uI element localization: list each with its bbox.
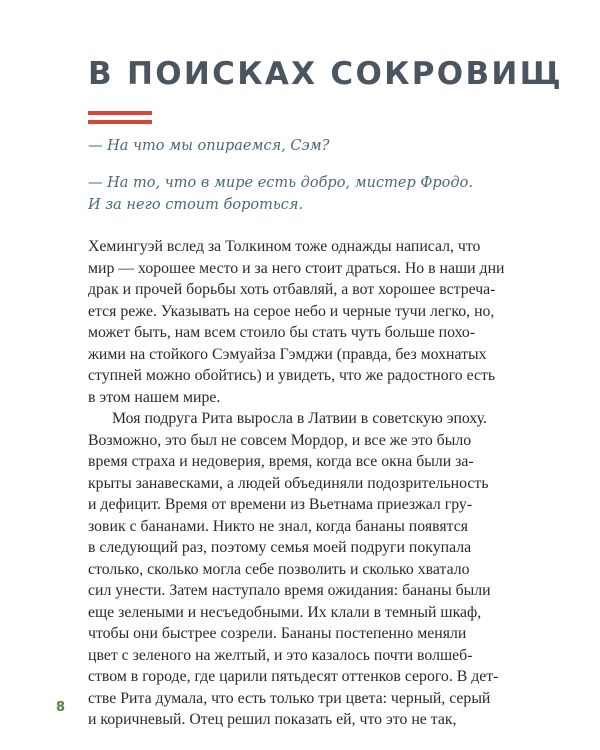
text-line: Возможно, это был не совсем Мордор, и все же это было xyxy=(88,431,472,449)
text-line: ступней можно обойтись) и увидеть, что же радостного есть xyxy=(88,367,496,384)
text-line: время страха и недоверия, время, когда все окна были за- xyxy=(88,453,474,470)
text-line: и дефицит. Время от времени из Вьетнама приезжал гру- xyxy=(88,496,473,513)
page-number: 8 xyxy=(56,700,66,715)
text-line: мир — хорошее место и за него стоит драться. Но в наши дни xyxy=(88,259,505,277)
text-line: жими на стойкого Сэмуайза Гэмджи (правда, без мохнатых xyxy=(88,345,487,363)
text-line: в этом нашем мире. xyxy=(88,388,221,406)
text-line: сил унести. Затем наступало время ожидания: бананы были xyxy=(88,582,491,599)
text-line: столько, сколько могла себе позволить и сколько хватало xyxy=(88,560,470,578)
text-line: еще зелеными и несъедобными. Их клали в темный шкаф, xyxy=(88,603,482,621)
text-line: может быть, нам всем стоило бы стать чуть больше похо- xyxy=(88,324,476,341)
title-rule-top xyxy=(88,111,152,115)
text-line: Хемингуэй вслед за Толкином тоже однажды написал, что xyxy=(88,238,481,255)
epigraph-line: — На что мы опираемся, Сэм? xyxy=(88,138,330,154)
text-line: Моя подруга Рита выросла в Латвии в советскую эпоху. xyxy=(112,410,487,427)
text-line: ством в городе, где царили пятьдесят оттенков серого. В дет- xyxy=(88,668,499,685)
text-line: чтобы они быстрее созрели. Бананы постепенно меняли xyxy=(88,625,467,642)
text-line: и коричневый. Отец решил показать ей, что это не так, xyxy=(88,711,457,728)
chapter-title: В ПОИСКАХ СОКРОВИЩ xyxy=(88,56,564,92)
text-line: драк и прочей борьбы хоть отбавляй, а вот хорошее встреча- xyxy=(88,281,496,298)
text-line: зовик с бананами. Никто не знал, когда бананы появятся xyxy=(88,517,468,535)
text-line: стве Рита думала, что есть только три цвета: черный, серый xyxy=(88,689,491,707)
body-text xyxy=(88,236,528,731)
title-rule-bottom xyxy=(88,120,152,124)
text-line: ется реже. Указывать на серое небо и черные тучи легко, но, xyxy=(88,302,495,320)
epigraph-line: И за него стоит бороться. xyxy=(88,196,304,213)
text-line: в следующий раз, поэтому семья моей подруги покупала xyxy=(88,539,472,556)
epigraph-block xyxy=(88,172,568,215)
epigraph-line: — На то, что в мире есть добро, мистер Фродо. xyxy=(88,175,473,191)
text-line: цвет с зеленого на желтый, и это казалось почти волшеб- xyxy=(88,646,473,664)
text-line: крыты занавесками, а людей объединяли подозрительность xyxy=(88,474,489,492)
